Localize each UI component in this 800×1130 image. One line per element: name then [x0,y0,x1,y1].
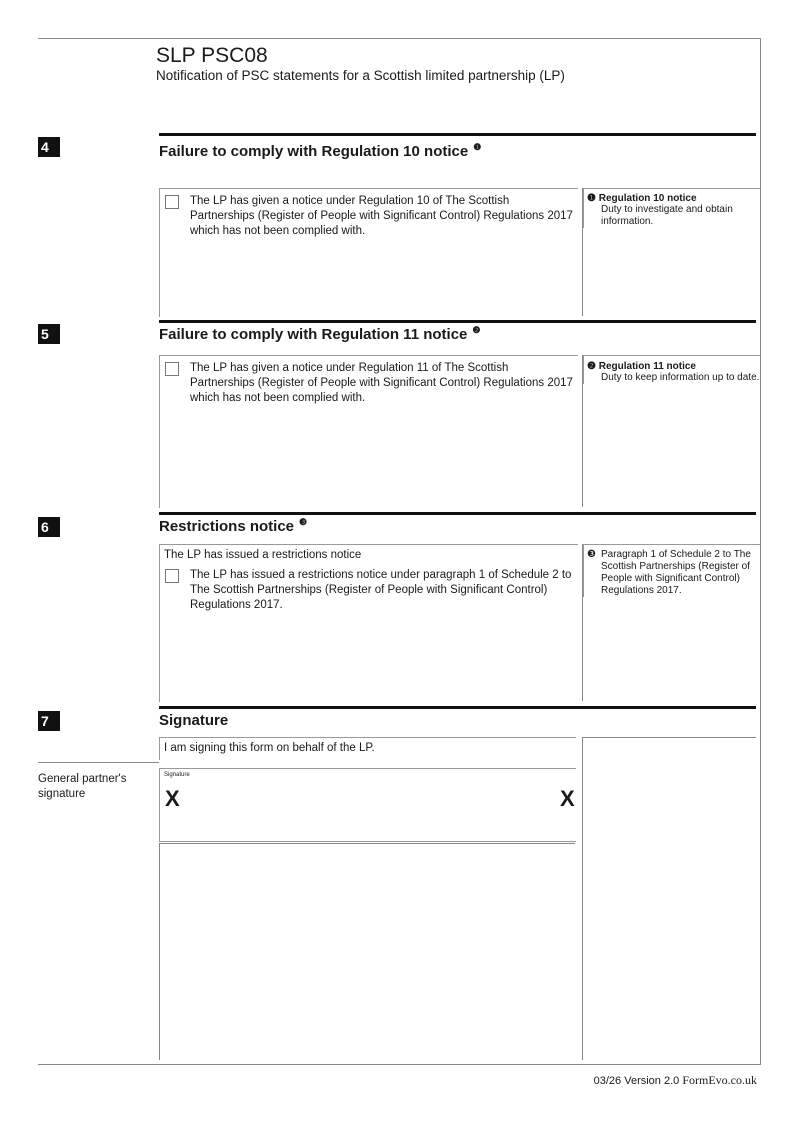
note-marker-3: ❸ [299,517,308,527]
form-code: SLP PSC08 [156,44,268,67]
lower-area-rule [159,843,575,844]
section-6-title [159,517,307,535]
restrictions-intro: The LP has issued a restrictions notice [164,549,362,561]
note-marker-1: ❶ [473,142,482,152]
section-7-divider [582,737,583,1060]
side-note-2-marker: ❷ [587,361,596,372]
footer [594,1073,757,1088]
note-marker-2: ❷ [472,325,481,335]
section-4-title-text: Failure to comply with Regulation 10 notice [159,143,469,160]
section-5-number: 5 [38,324,60,344]
side-note-1-text: Duty to investigate and obtain information. [601,204,733,227]
form-subtitle: Notification of PSC statements for a Scottish limited partnership (LP) [156,68,565,83]
section-4-rule [159,133,756,136]
section-4-number: 4 [38,137,60,157]
signature-field[interactable] [159,768,576,842]
side-note-2-text: Duty to keep information up to date. [601,372,760,383]
signature-end-x-icon: X [560,786,575,811]
section-5-side-note [583,355,760,384]
signature-left-rule [38,762,159,763]
right-border [760,38,761,1064]
side-note-3-text: Paragraph 1 of Schedule 2 to The Scottish Partnerships (Register of People with Significant Control) Regulations 2017. [601,549,751,596]
section-5-rule [159,320,756,323]
section-6-rule [159,512,756,515]
side-note-1-marker: ❶ [587,193,596,204]
section-4-title [159,142,481,160]
section-7-title: Signature [159,712,229,729]
footer-version: 03/26 Version 2.0 [593,1075,680,1087]
footer-brand: FormEvo.co.uk [682,1073,757,1087]
lower-area-left-border [159,843,160,1060]
regulation-11-checkbox[interactable] [165,362,179,376]
section-6-number: 6 [38,517,60,537]
restrictions-statement: The LP has issued a restrictions notice under paragraph 1 of Schedule 2 to The Scottish Partnerships (Register of People with Significant Control) Regulations 2017. [190,569,572,611]
regulation-10-checkbox[interactable] [165,195,179,209]
section-6-title-text: Restrictions notice [159,518,295,535]
side-note-1-heading [587,193,760,204]
side-note-3-marker: ❸ [587,549,596,560]
side-note-2-title: Regulation 11 notice [598,361,696,372]
section-5-title [159,325,480,343]
section-7-rule [159,706,756,709]
regulation-11-statement: The LP has given a notice under Regulation 11 of The Scottish Partnerships (Register of People with Significant Control) Regulations 2017 which has not been complied with. [190,362,573,404]
regulation-10-statement: The LP has given a notice under Regulation 10 of The Scottish Partnerships (Register of People with Significant Control) Regulations 2017 which has not been complied with. [190,195,573,237]
section-7-number: 7 [38,711,60,731]
signature-field-label: Signature [164,772,190,778]
signature-intro: I am signing this form on behalf of the LP. [164,742,375,754]
side-note-2-heading [587,361,760,372]
side-note-1-title: Regulation 10 notice [598,193,697,204]
restrictions-checkbox[interactable] [165,569,179,583]
signature-start-x-icon: X [165,786,180,811]
side-note-3-body [587,549,760,597]
bottom-rule [38,1064,761,1065]
general-partner-label: General partner's signature [38,773,127,800]
section-7-side-top [583,737,756,738]
section-5-title-text: Failure to comply with Regulation 11 notice [159,326,468,343]
section-6-side-note [583,544,760,597]
section-4-side-note [583,188,760,228]
top-rule [38,38,761,39]
